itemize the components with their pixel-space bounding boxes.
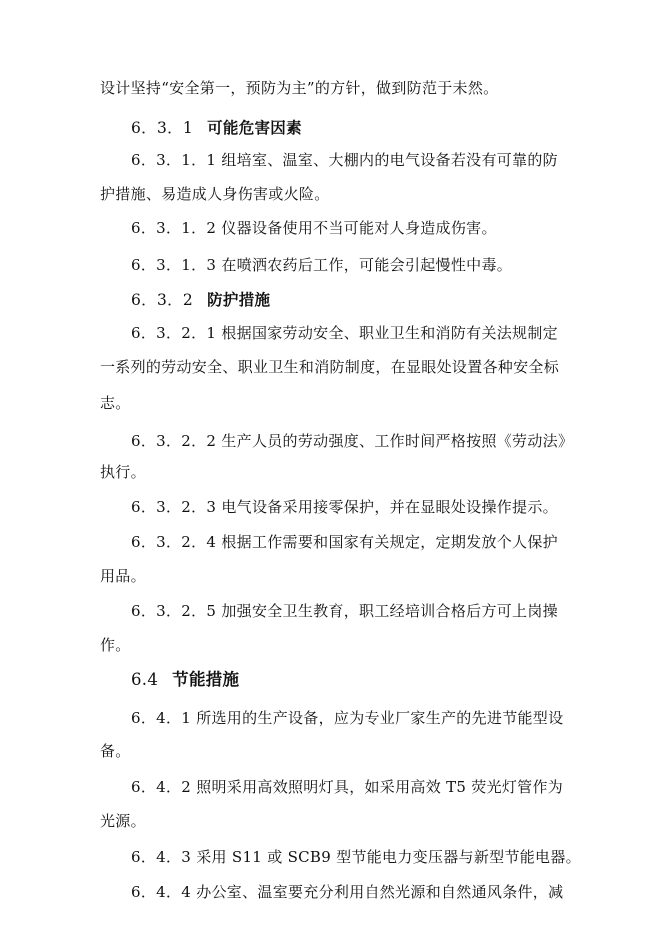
heading-number: 6.4	[131, 670, 159, 689]
paragraph-line: 一系列的劳动安全、职业卫生和消防制度，在显眼处设置各种安全标	[100, 358, 560, 376]
paragraph-line: 6．4．4 办公室、温室要充分利用自然光源和自然通风条件，减	[131, 883, 564, 901]
paragraph-line: 6．3．1．2 仪器设备使用不当可能对人身造成伤害。	[131, 219, 497, 237]
paragraph-line: 6．3．2．4 根据工作需要和国家有关规定，定期发放个人保护	[131, 533, 558, 551]
paragraph-line: 6．3．1．3 在喷洒农药后工作，可能会引起慢性中毒。	[131, 256, 513, 274]
heading-number: 6．3．1	[131, 119, 194, 137]
heading-number: 6．3．2	[131, 291, 194, 309]
paragraph-line: 用品。	[100, 567, 146, 585]
heading-title: 防护措施	[207, 291, 271, 309]
heading-title: 可能危害因素	[207, 119, 302, 137]
paragraph-line: 执行。	[100, 463, 146, 481]
paragraph-line: 备。	[100, 742, 131, 760]
paragraph-line: 6．3．2．1 根据国家劳动安全、职业卫生和消防有关法规制定	[131, 324, 558, 342]
paragraph-line: 6．3．2．2 生产人员的劳动强度、工作时间严格按照《劳动法》	[131, 432, 574, 450]
paragraph-line: 光源。	[100, 812, 146, 830]
section-heading-6-3-1	[131, 118, 606, 138]
heading-title: 节能措施	[172, 670, 240, 689]
paragraph-line: 6．4．2 照明采用高效照明灯具，如采用高效 T5 荧光灯管作为	[131, 778, 564, 796]
paragraph-line: 作。	[100, 636, 131, 654]
paragraph-line: 6．4．3 采用 S11 或 SCB9 型节能电力变压器与新型节能电器。	[131, 848, 581, 866]
paragraph-line: 6．3．1．1 组培室、温室、大棚内的电气设备若没有可靠的防	[131, 151, 558, 169]
paragraph-line: 护措施、易造成人身伤害或火险。	[100, 185, 330, 203]
paragraph-line: 设计坚持“安全第一，预防为主”的方针，做到防范于未然。	[100, 79, 499, 97]
paragraph-line: 6．3．2．3 电气设备采用接零保护，并在显眼处设操作提示。	[131, 498, 558, 516]
paragraph-line: 志。	[100, 394, 131, 412]
paragraph-line: 6．4．1 所选用的生产设备，应为专业厂家生产的先进节能型设	[131, 709, 564, 727]
section-heading-6-4	[131, 670, 606, 690]
section-heading-6-3-2	[131, 290, 606, 310]
paragraph-line: 6．3．2．5 加强安全卫生教育，职工经培训合格后方可上岗操	[131, 602, 558, 620]
